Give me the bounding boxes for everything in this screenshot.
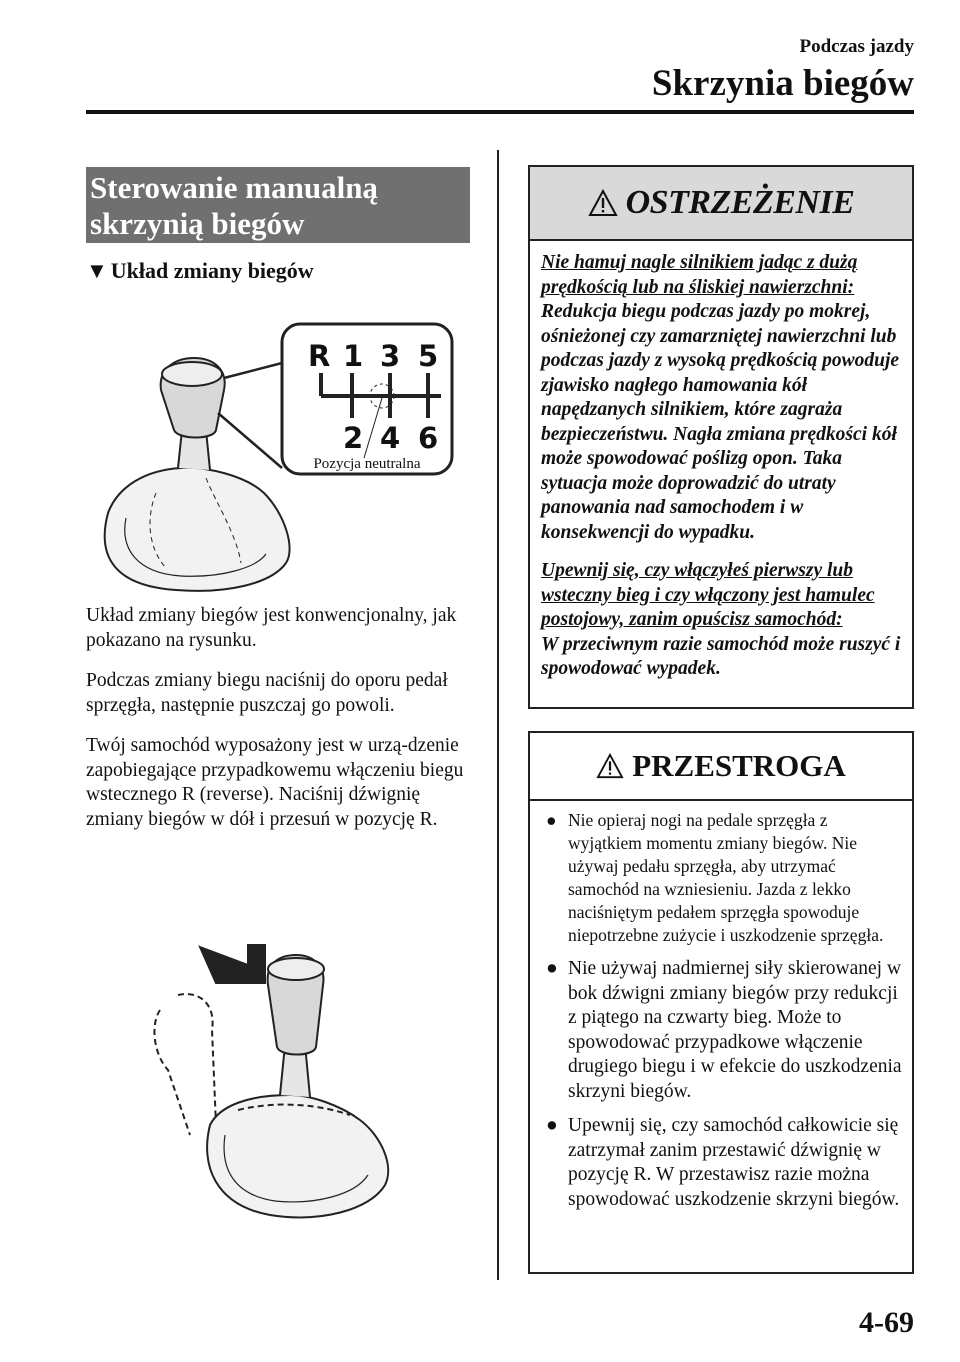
triangle-marker-icon: ▼ xyxy=(86,258,108,283)
caution-triangle-icon xyxy=(596,753,624,779)
reverse-shift-figure xyxy=(120,935,420,1235)
warning-title: OSTRZEŻENIE xyxy=(625,184,855,221)
section-title xyxy=(86,167,470,243)
body-paragraph-3: Twój samochód wyposażony jest w urzą-dzenie zapobiegające przypadkowemu włączeniu biegu wstecznego R (reverse). Naciśnij dźwignię zmiany biegów w dół i przesuń w pozycję R. xyxy=(86,735,464,830)
warning-header xyxy=(530,167,912,241)
running-header-section: Podczas jazdy xyxy=(799,36,914,57)
page-number: 4-69 xyxy=(859,1306,914,1339)
neutral-position-label: Pozycja neutralna xyxy=(313,456,421,472)
gear-label-R: R xyxy=(308,339,331,373)
warning-paragraph-2 xyxy=(541,559,902,682)
bullet-icon: ● xyxy=(546,810,557,830)
warning-triangle-icon xyxy=(588,189,618,217)
list-item xyxy=(540,1114,904,1212)
caution-list xyxy=(530,801,912,1212)
bullet-icon: ● xyxy=(546,1115,558,1136)
caution-box xyxy=(528,731,914,1274)
header-rule xyxy=(86,110,914,114)
list-item xyxy=(540,809,904,947)
running-header-chapter: Skrzynia biegów xyxy=(651,63,914,104)
warning-p2-heading: Upewnij się, czy włączyłeś pierwszy lub wsteczny bieg i czy włączony jest hamulec postojowy, zanim opuścisz samochód: xyxy=(541,560,875,630)
caution-header xyxy=(530,733,912,801)
subheading-text: Układ zmiany biegów xyxy=(110,258,314,283)
warning-p1-text: Redukcja biegu podczas jazdy po mokrej, ośnieżonej czy zamarzniętej nawierzchni lub podczas jazdy z wysoką prędkością powoduje zjawisko nagłego hamowania kół napędzanych silnikiem, które zagraża bezpieczeństwu. Nagła zmiana prędkości kół może spowodować poślizg opon. Taka sytuacja może doprowadzić do utraty panowania nad samochodem i w konsekwencji do wypadku. xyxy=(541,301,900,543)
gear-label-6: 6 xyxy=(418,421,439,455)
bullet-icon: ● xyxy=(546,958,558,979)
gear-label-5: 5 xyxy=(418,339,439,373)
warning-p2-text: W przeciwnym razie samochód może ruszyć i spowodować wypadek. xyxy=(541,633,901,679)
subheading xyxy=(86,258,314,284)
warning-box xyxy=(528,165,914,709)
gear-label-1: 1 xyxy=(343,339,364,373)
shift-pattern-figure xyxy=(86,318,470,604)
body-paragraph-1: Układ zmiany biegów jest konwencjonalny, jak pokazano na rysunku. xyxy=(86,605,457,651)
caution-item-3: Upewnij się, czy samochód całkowicie się zatrzymał zanim przestawić dźwignię w pozycję R. W przestawisz razie można spowodować uszkodzenie skrzyni biegów. xyxy=(568,1115,900,1210)
body-text xyxy=(86,604,478,848)
section-title-line2: skrzynią biegów xyxy=(90,206,305,241)
caution-title: PRZESTROGA xyxy=(632,748,846,783)
body-paragraph-2: Podczas zmiany biegu naciśnij do oporu pedał sprzęgła, następnie puszczaj go powoli. xyxy=(86,670,448,716)
gear-label-3: 3 xyxy=(380,339,401,373)
warning-paragraph-1 xyxy=(541,251,902,545)
gear-label-2: 2 xyxy=(343,421,364,455)
section-title-line1: Sterowanie manualną xyxy=(90,170,378,205)
warning-body xyxy=(530,241,912,682)
column-divider xyxy=(497,150,499,1280)
list-item xyxy=(540,957,904,1104)
caution-item-1: Nie opieraj nogi na pedale sprzęgła z wyjątkiem momentu zmiany biegów. Nie używaj pedału sprzęgła, aby utrzymać samochód na wzniesieniu. Jazda z lekko naciśniętym pedałem sprzęgła spowoduje niepotrzebne zużycie i uszkodzenie sprzęgła. xyxy=(568,810,884,945)
gear-label-4: 4 xyxy=(380,421,401,455)
caution-item-2: Nie używaj nadmiernej siły skierowanej w bok dźwigni zmiany biegów przy redukcji z piątego na czwarty bieg. Może to spowodować przypadkowe włączenie drugiego biegu i w efekcie do uszkodzenia skrzyni biegów. xyxy=(568,958,902,1102)
warning-p1-heading: Nie hamuj nagle silnikiem jadąc z dużą prędkością lub na śliskiej nawierzchni: xyxy=(541,252,858,298)
